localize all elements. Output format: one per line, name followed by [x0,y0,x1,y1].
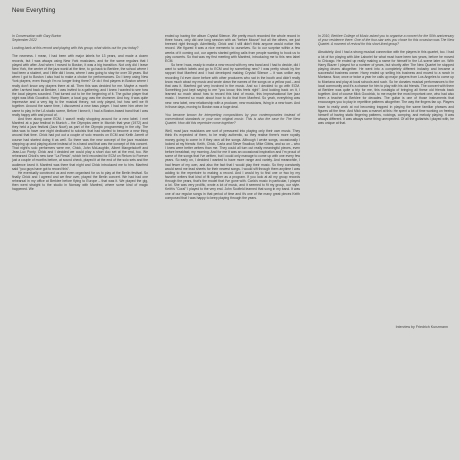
interview-credit: Interview by Friedrich Kunzmann [395,325,448,329]
answer-paragraph: So here I was, ready to make a new record with my new band and I had to decide, did I want to switch labels and go to ECM and try something new? I was pretty struck by the rapport that Manfred and I had developed making Crystal Silence – it was unlike any recording I'd ever done before with other producers who sat in the booth and didn't really know much about my music and wrote down the names of the songs on a yellow pad – and that was it. Manfred got very involved in the music. And so I decided to go with ECM. Something just kept saying to me "you know, this feels right". And looking back on it, I learned so much about how to record this kind of music, this improvisational live jazz music. I learned so much about how to do that from Manfred. So yeah, everything was new: new label, new relationship with a producer, new musicians, living in a new town. And in those days, moving to Boston was a huge deal. [165,63,300,109]
answer-paragraph: And then along came ECM. I wasn't really shopping around for a new label. I met Manfred at a jazz festival in Munich – the Olympics were in Munich that year (1972) and they held a jazz festival (Jazz Now!) as part of the Olympic programming in the city. The idea was to have one night dedicated to soloists that had started to become a new thing around that time. Chick had put out a couple of solo records on ECM and Keith Jarrett of course had started doing it as well. So there was the new concept of the jazz musician stepping up and playing alone instead of in a band and that was the concept of this concert. That night's solo performers were me, Chick, John McLaughlin, Albert Mangelsdorff and Jean-Luc Ponty. Chick and I decided we could play a short duo set at the end, too. We rehearsed Chick's new tune "La Fiesta", which he'd recorded for ECM on Return to Forever just a couple of months before, at sound check, played it at the end of the solo sets and the audience loved it. Manfred was there that night and Chick introduced me to him. Manfred said "you guys have got to record this". [12,116,148,171]
text-column-2 [165,34,300,200]
text-column-3 [318,34,454,125]
interview-date: September 2022 [12,38,37,43]
question-2: You became known for interpreting compositions by your contemporaries instead of conventional standards or your own original music. This is also the case for The New Quartet. How did this repertoire come together? [165,112,300,126]
answer-paragraph: Well, most jazz musicians are sort of pressured into playing only their own music. They think it's expected of them, to be really authentic, so they realise there's more royalty money going to come in if they own all the songs. Although I wrote songs, occasionally I looked at my friends: Keith, Chick, Carla and Steve Swallow, Mike Gibbs, and so on – who I knew were better writers than me. They could all turn out really meaningful pieces, even before breakfast, my morning. And for me it was an occasional inspiration and I'm proud of some of the songs that I've written, but I could only manage to come up with one every few years. So early on, I decided I wanted to have more range and variety. And meanwhile, I had fewer of my own, and also the fact that I would play their music. So they constantly would send me lead sheets for their newest songs. I would sift through them anytime I was adding to the repertoire to making a record. And I would try to find one or two by my favorite writers that kind of fit together as a program. If you look at all my group records through the years, that's the model that I've gone with. Carla's music in particular, I played a lot. She was very prolific, wrote a lot of music, and it seemed to fit my group, our style. Keith's "Coral" I played to the very end. John Scofield learned that song in my band. It was one of our regular songs in that period of time and it's one of the many great pieces Keith composed that I was happy to keep playing through the years. [165,129,300,200]
interview-heading: In Conversation with Gary Burton [12,34,62,38]
text-column-1 [12,34,148,192]
question-3: In 2010, Berklee College of Music asked you to organise a concert for the 50th anniversary of your residence there. One of the four-star sets you chose for this occasion was The New Quartet. A moment of revival for this short-lived group? [318,34,454,47]
answer-paragraph: The newness. I mean, I had been with major labels for 13 years, and made a dozen records, but I was always using New York musicians, and for the same regulars that I played with after. And when I moved to Boston, it was a big transition. Not only did I leave New York, the center of the jazz world at the time, to go back to Berklee, the school where I had been a student, and I little did I know, where I was going to stay for over 30 years. But when I got to Boston I also had to make a choice for performances. Do I keep using New York players, even though I'm no longer living there? Or do I find players in Boston where I really don't know any players there at all. Then this was decided for me. Maybe a month after I arrived back at Berklee, I was invited to a gathering, and I knew I wanted to see how the local players sounded. That turned out to be the beginning of it. The guitar player that night was Mick Goodrick. Harry Blazer, a local guy, was the drummer. And boy, it was quite impressive and a very big to the musical theory, not only played, but how well we fit together. Around the same time, I discovered a new bass player. I had seen him when he came to play in the LA studio scene, Before I knew it, I had a Boston-based band that I was really happy with and proud of. [12,54,148,117]
answer-paragraph: ended up having the album Crystal Silence. We pretty much recorded the whole record in three hours, only did one long session with as "before Mouse" but all the others, we just breezed right through. Admittedly, Chick and I still didn't think anyone would notice this record. We figured it was a nice memento to ourselves. So to our surprise within a few weeks of it coming out, our agents started getting calls from people wanting to book us to play concerts. So that was my first meeting with Manfred, introducing me to this new label ECM. [165,34,300,63]
answer-paragraph: Absolutely. And I had a strong musical connection with the players in this quartet, too. I had a lot of fun playing with Abe Laboriel for what must have been two years, before he moved to Chicago. He ended up really making a name for himself in the LA scene later on. With Harry Blazer I played for a number of years, but shortly after The New Quartet he stopped playing drums altogether. He went into a completely different industry and became a successful business owner. Harry ended up selling his business and moved to a ranch in Montana. Now, once or twice a year he calls up major players from Los Angeles to come up to Montana and play at local schools and such. So he donates musical performances to the local community and it's a chance for him to play with his old friends. The concert with them at Berklee was quite a trip for me, this nostalgia of bringing all these old friends back together. And of course Mick Goodrick, to me maybe the most important one, who had also been a teacher at Berklee for decades. The guitar is one of those instruments that encourages you to play in repetitive patterns altogether. The way the fingers fan up. Players have to really work at not becoming trapped in playing the same familiar phrases and figures all the time. And Mick was a marvel at this: He spent a lot of time working on freeing himself of having static fingering patterns, voicings, comping, and melody playing. It was always different. It was always some thing unexpected. Of all the guitarists I played with, he was unique at that. [318,50,454,126]
question-1: Looking back at this record and playing with this group, what sticks out for you today? [12,46,139,51]
page-title: New Everything [12,8,56,14]
answer-paragraph: He eventually convinced us and even organised for us to play at the Berlin festival. So finally Chick and I agreed and we flew over, played the Berlin concert. We had had one rehearsal in my office at Berklee before flying to Europe – that was it. We played the gig, then went straight to the studio in Norway with Manfred, where some kind of magic happened. We [12,170,148,192]
